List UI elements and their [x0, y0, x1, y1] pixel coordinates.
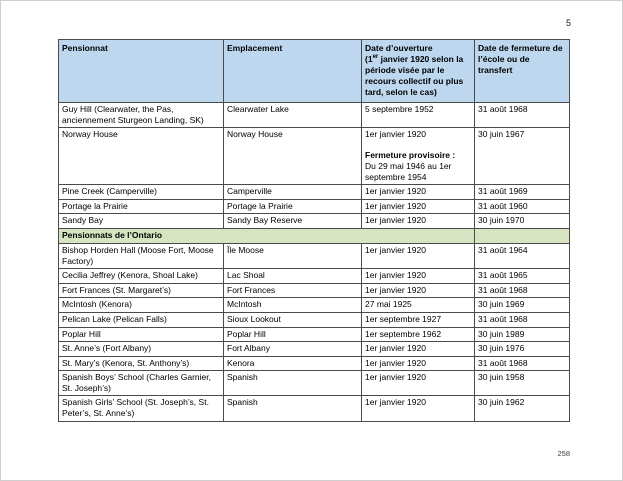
table-row [59, 214, 570, 229]
closing-date-cell: 30 juin 1976 [475, 342, 570, 357]
table-row [59, 269, 570, 284]
school-name-cell: Portage la Prairie [59, 199, 224, 214]
school-name-cell: Pine Creek (Camperville) [59, 185, 224, 200]
page-number-bottom: 258 [557, 449, 570, 458]
closing-date-cell: 31 août 1969 [475, 185, 570, 200]
opening-date-cell: 5 septembre 1952 [362, 103, 475, 128]
table-row [59, 103, 570, 128]
closing-date-cell: 31 août 1965 [475, 269, 570, 284]
opening-date-cell: 1er janvier 1920 [362, 396, 475, 421]
school-name-cell: Norway House [59, 128, 224, 185]
table-row [59, 371, 570, 396]
location-cell: Sandy Bay Reserve [224, 214, 362, 229]
opening-date-cell: 1er janvier 1920 [362, 185, 475, 200]
school-name-cell: McIntosh (Kenora) [59, 298, 224, 313]
table-row [59, 128, 570, 185]
school-name-cell: Pelican Lake (Pelican Falls) [59, 312, 224, 327]
closing-date-cell: 30 juin 1967 [475, 128, 570, 185]
closing-date-cell: 31 août 1960 [475, 199, 570, 214]
location-cell: Lac Shoal [224, 269, 362, 284]
opening-date-cell: 1er janvier 1920 [362, 243, 475, 268]
section-header-row [59, 228, 570, 243]
school-name-cell: Guy Hill (Clearwater, the Pas, anciennement Sturgeon Landing, SK) [59, 103, 224, 128]
location-cell: Clearwater Lake [224, 103, 362, 128]
opening-date-cell: 1er janvier 1920 [362, 371, 475, 396]
location-cell: Spanish [224, 396, 362, 421]
table-row [59, 327, 570, 342]
col-header-emplacement: Emplacement [224, 40, 362, 103]
school-name-cell: Spanish Girls’ School (St. Joseph’s, St. Peter’s, St. Anne’s) [59, 396, 224, 421]
location-cell: Sioux Lookout [224, 312, 362, 327]
table-row [59, 312, 570, 327]
section-header-empty-cell [475, 228, 570, 243]
location-cell: Norway House [224, 128, 362, 185]
closing-date-cell: 30 juin 1969 [475, 298, 570, 313]
col-header-pensionnat: Pensionnat [59, 40, 224, 103]
page-number-top: 5 [565, 18, 571, 28]
school-name-cell: Spanish Boys’ School (Charles Garnier, St. Joseph’s) [59, 371, 224, 396]
school-name-cell: Sandy Bay [59, 214, 224, 229]
closing-date-cell: 31 août 1968 [475, 103, 570, 128]
opening-date-cell: 27 mai 1925 [362, 298, 475, 313]
table-row [59, 283, 570, 298]
location-cell: Camperville [224, 185, 362, 200]
school-name-cell: Bishop Horden Hall (Moose Fort, Moose Factory) [59, 243, 224, 268]
col-header-date-ouverture-note: (1er janvier 1920 selon la période visée par le recours collectif ou plus tard, selon le cas) [365, 54, 464, 97]
school-name-cell: Poplar Hill [59, 327, 224, 342]
closing-date-cell: 30 juin 1962 [475, 396, 570, 421]
opening-date-cell: 1er septembre 1927 [362, 312, 475, 327]
pensionnats-table [58, 39, 570, 422]
location-cell: Spanish [224, 371, 362, 396]
opening-date-cell: 1er janvier 1920 [362, 214, 475, 229]
school-name-cell: St. Mary’s (Kenora, St. Anthony’s) [59, 356, 224, 371]
col-header-date-fermeture: Date de fermeture de l’école ou de transfert [475, 40, 570, 103]
opening-date-cell: 1er janvier 1920 [362, 269, 475, 284]
opening-date-cell: 1er janvier 1920 Fermeture provisoire : Du 29 mai 1946 au 1er septembre 1954 [362, 128, 475, 185]
table-row [59, 396, 570, 421]
opening-date-cell: 1er janvier 1920 [362, 283, 475, 298]
school-name-cell: Cecilia Jeffrey (Kenora, Shoal Lake) [59, 269, 224, 284]
school-name-cell: St. Anne’s (Fort Albany) [59, 342, 224, 357]
school-name-cell: Fort Frances (St. Margaret’s) [59, 283, 224, 298]
section-header-cell: Pensionnats de l’Ontario [59, 228, 475, 243]
location-cell: Kenora [224, 356, 362, 371]
table-row [59, 243, 570, 268]
table-row [59, 342, 570, 357]
closing-date-cell: 30 juin 1970 [475, 214, 570, 229]
location-cell: Île Moose [224, 243, 362, 268]
table-row [59, 185, 570, 200]
closing-date-cell: 30 juin 1989 [475, 327, 570, 342]
opening-date-cell: 1er janvier 1920 [362, 356, 475, 371]
opening-date-cell: 1er septembre 1962 [362, 327, 475, 342]
location-cell: Portage la Prairie [224, 199, 362, 214]
col-header-date-ouverture [362, 40, 475, 103]
opening-date-cell: 1er janvier 1920 [362, 342, 475, 357]
table-row [59, 298, 570, 313]
closing-date-cell: 31 août 1968 [475, 283, 570, 298]
opening-date-cell: 1er janvier 1920 [362, 199, 475, 214]
col-header-date-ouverture-title: Date d’ouverture [365, 43, 433, 53]
location-cell: Fort Albany [224, 342, 362, 357]
closing-date-cell: 31 août 1968 [475, 356, 570, 371]
location-cell: Fort Frances [224, 283, 362, 298]
table-row [59, 199, 570, 214]
table-row [59, 356, 570, 371]
closing-date-cell: 31 août 1964 [475, 243, 570, 268]
location-cell: Poplar Hill [224, 327, 362, 342]
closing-date-cell: 30 juin 1958 [475, 371, 570, 396]
closing-date-cell: 31 août 1968 [475, 312, 570, 327]
table-header-row [59, 40, 570, 103]
location-cell: McIntosh [224, 298, 362, 313]
